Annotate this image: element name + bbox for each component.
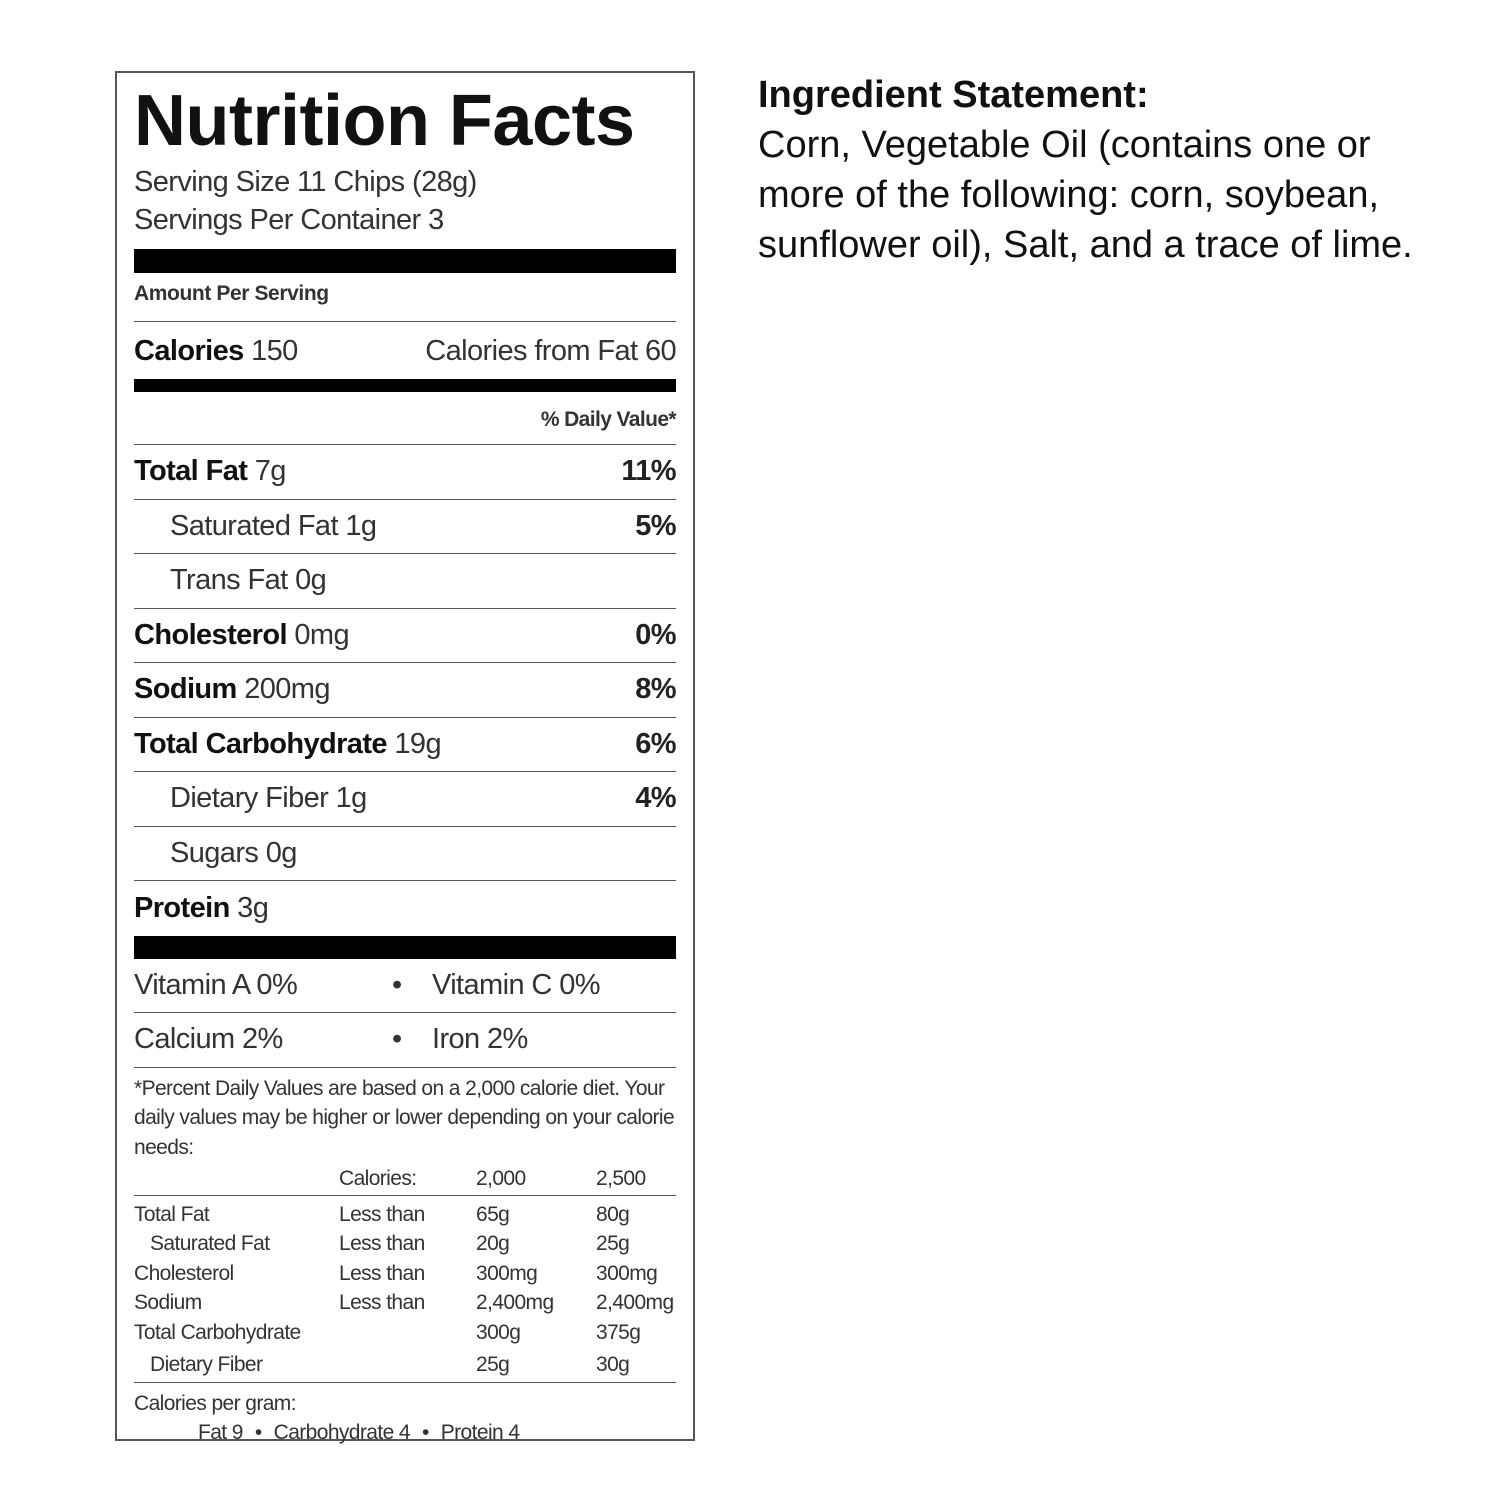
vitamin-right: Iron 2% — [432, 1023, 528, 1055]
nutrient-dv: 6% — [635, 727, 676, 760]
nutrient-row-saturated-fat — [134, 500, 676, 555]
nutrient-name: Dietary Fiber — [170, 782, 329, 815]
nutrient-name: Protein — [134, 891, 230, 924]
vitamin-left: Calcium 2% — [134, 1023, 283, 1055]
nutrient-name: Sodium — [134, 673, 237, 706]
vitamin-left: Vitamin A 0% — [134, 968, 298, 1001]
calories-from-fat: Calories from Fat 60 — [425, 335, 676, 367]
cpg-fat: Fat 9 — [198, 1420, 243, 1444]
nutrient-amount: 3g — [237, 891, 269, 924]
nutrient-row-trans-fat — [134, 554, 676, 609]
nutrient-row-total-fat — [134, 445, 676, 500]
calories-per-gram-label: Calories per gram: — [134, 1391, 296, 1415]
nutrient-name: Sugars — [170, 836, 259, 869]
nutrient-dv: 11% — [621, 455, 676, 488]
nutrient-dv: 4% — [635, 782, 676, 815]
protein-divider — [134, 936, 676, 959]
nutrient-amount: 7g — [254, 455, 286, 488]
nutrient-amount: 0mg — [294, 618, 350, 651]
vitamin-row — [134, 1013, 676, 1067]
bullet: • — [392, 968, 402, 1001]
table-row: Total Carbohydrate 300g 375g — [134, 1320, 641, 1344]
nutrient-amount: 19g — [394, 727, 441, 760]
nutrition-facts-title: Nutrition Facts — [134, 81, 635, 161]
nutrient-row-total-carbohydrate — [134, 718, 676, 773]
calories-row — [134, 324, 676, 379]
medium-divider — [134, 379, 676, 392]
nutrient-amount: 0g — [265, 836, 297, 869]
table-row: Total Fat Less than 65g 80g — [134, 1202, 630, 1226]
nutrient-row-sugars — [134, 827, 676, 882]
calories-per-gram-values — [134, 1418, 676, 1447]
bullet: • — [254, 1420, 262, 1444]
nutrient-name: Total Fat — [134, 455, 248, 488]
table-row: Cholesterol Less than 300mg 300mg — [134, 1261, 658, 1285]
table-row: Dietary Fiber 25g 30g — [134, 1348, 676, 1383]
ingredient-statement — [758, 70, 1418, 270]
thick-divider — [134, 249, 676, 273]
nutrient-name: Cholesterol — [134, 618, 287, 651]
nutrient-row-dietary-fiber — [134, 772, 676, 827]
table-header-row: Calories: 2,000 2,500 — [134, 1162, 676, 1196]
nutrient-dv: 8% — [635, 673, 676, 706]
nutrition-facts-label — [115, 71, 695, 1444]
nutrient-dv: 5% — [635, 509, 676, 542]
serving-size: Serving Size 11 Chips (28g) — [134, 166, 477, 198]
nutrient-dv: 0% — [635, 618, 676, 651]
nutrient-amount: 1g — [335, 782, 367, 815]
cpg-carbohydrate: Carbohydrate 4 — [273, 1420, 410, 1444]
nutrient-row-cholesterol — [134, 609, 676, 664]
nutrient-name: Trans Fat — [170, 564, 288, 597]
table-row: Sodium Less than 2,400mg 2,400mg — [134, 1291, 674, 1315]
ingredient-statement-title: Ingredient Statement: — [758, 74, 1149, 116]
daily-value-footnote: *Percent Daily Values are based on a 2,000 calorie diet. Your daily values may be higher or lower depending on your calorie needs: — [134, 1067, 676, 1163]
ingredient-statement-text: Corn, Vegetable Oil (contains one or more of the following: corn, soybean, sunflower oil), Salt, and a trace of lime. — [758, 124, 1413, 266]
vitamin-row — [134, 959, 676, 1013]
nutrient-amount: 200mg — [244, 673, 330, 706]
calories-label: Calories — [134, 335, 244, 367]
nutrient-amount: 0g — [295, 564, 327, 597]
servings-per-container: Servings Per Container 3 — [134, 204, 444, 236]
daily-value-header: % Daily Value* — [134, 392, 676, 445]
table-row: Saturated Fat Less than 20g 25g — [150, 1232, 630, 1256]
nutrient-row-sodium — [134, 663, 676, 718]
amount-per-serving: Amount Per Serving — [134, 273, 676, 322]
cpg-protein: Protein 4 — [440, 1420, 520, 1444]
nutrient-name: Total Carbohydrate — [134, 727, 387, 760]
bullet: • — [392, 1023, 402, 1055]
daily-value-reference-table — [134, 1162, 676, 1383]
vitamin-right: Vitamin C 0% — [432, 968, 600, 1001]
nutrient-amount: 1g — [345, 509, 377, 542]
bullet: • — [421, 1420, 429, 1444]
nutrient-name: Saturated Fat — [170, 509, 338, 542]
nutrient-row-protein — [134, 881, 676, 936]
calories-per-gram — [134, 1383, 676, 1447]
calories-value: 150 — [251, 335, 298, 367]
